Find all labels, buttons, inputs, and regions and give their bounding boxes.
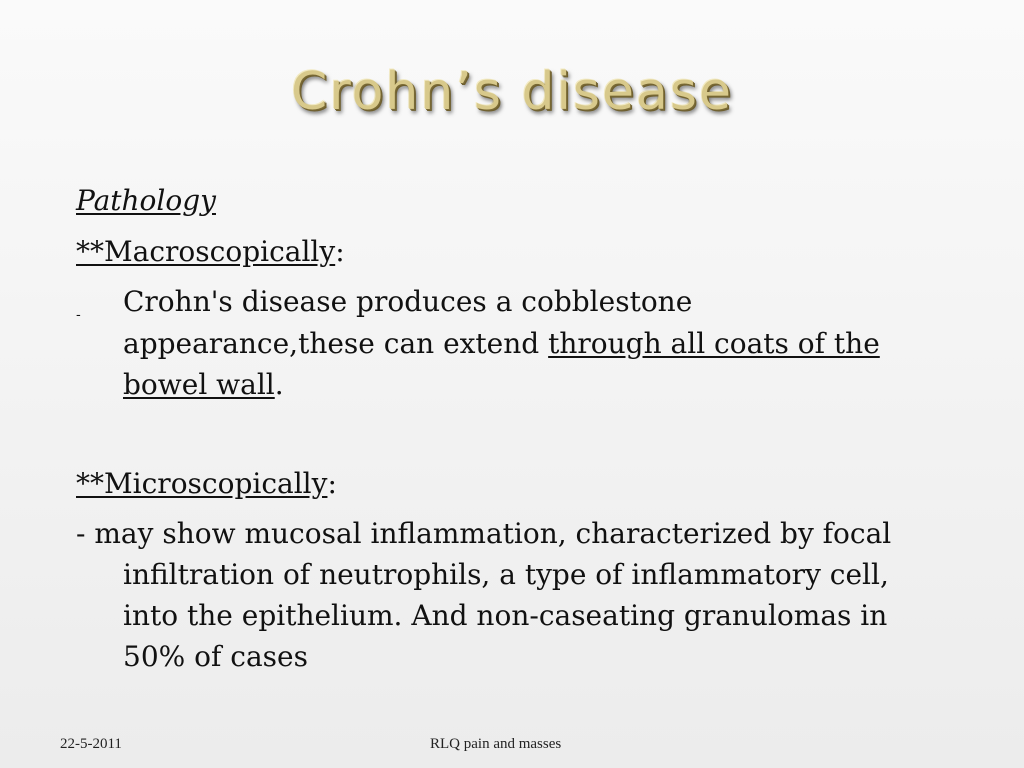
micro-line-4: 50% of cases bbox=[123, 640, 308, 673]
macro-line-1: Crohn's disease produces a cobblestone bbox=[123, 285, 693, 318]
macro-line-2-plain: appearance,these can extend bbox=[123, 327, 549, 360]
footer-topic: RLQ pain and masses bbox=[430, 736, 562, 752]
micro-line-3: into the epithelium. And non-caseating granulomas in bbox=[123, 599, 888, 632]
macro-prefix: ** bbox=[76, 235, 104, 268]
micro-line-1: - may show mucosal inflammation, characterized by focal bbox=[76, 517, 892, 550]
macro-bullet: - bbox=[76, 307, 81, 323]
micro-label: Microscopically bbox=[104, 467, 328, 500]
pathology-heading-text: Pathology bbox=[76, 184, 216, 217]
macro-heading bbox=[76, 235, 345, 268]
macro-line-3 bbox=[123, 368, 284, 401]
pathology-heading bbox=[76, 184, 216, 217]
macro-line-2-underlined: through all coats of the bbox=[548, 327, 880, 360]
macro-line-3-end: . bbox=[274, 368, 284, 401]
macro-label: Macroscopically bbox=[104, 235, 336, 268]
micro-prefix: ** bbox=[76, 467, 104, 500]
macro-line-3-underlined: bowel wall bbox=[123, 368, 275, 401]
micro-colon: : bbox=[327, 467, 337, 500]
macro-line-2 bbox=[123, 327, 880, 360]
slide-title: Crohn’s disease bbox=[291, 62, 733, 122]
micro-line-2: infiltration of neutrophils, a type of inflammatory cell, bbox=[123, 558, 889, 591]
footer-date: 22-5-2011 bbox=[60, 736, 122, 752]
micro-heading bbox=[76, 467, 337, 500]
macro-colon: : bbox=[335, 235, 345, 268]
